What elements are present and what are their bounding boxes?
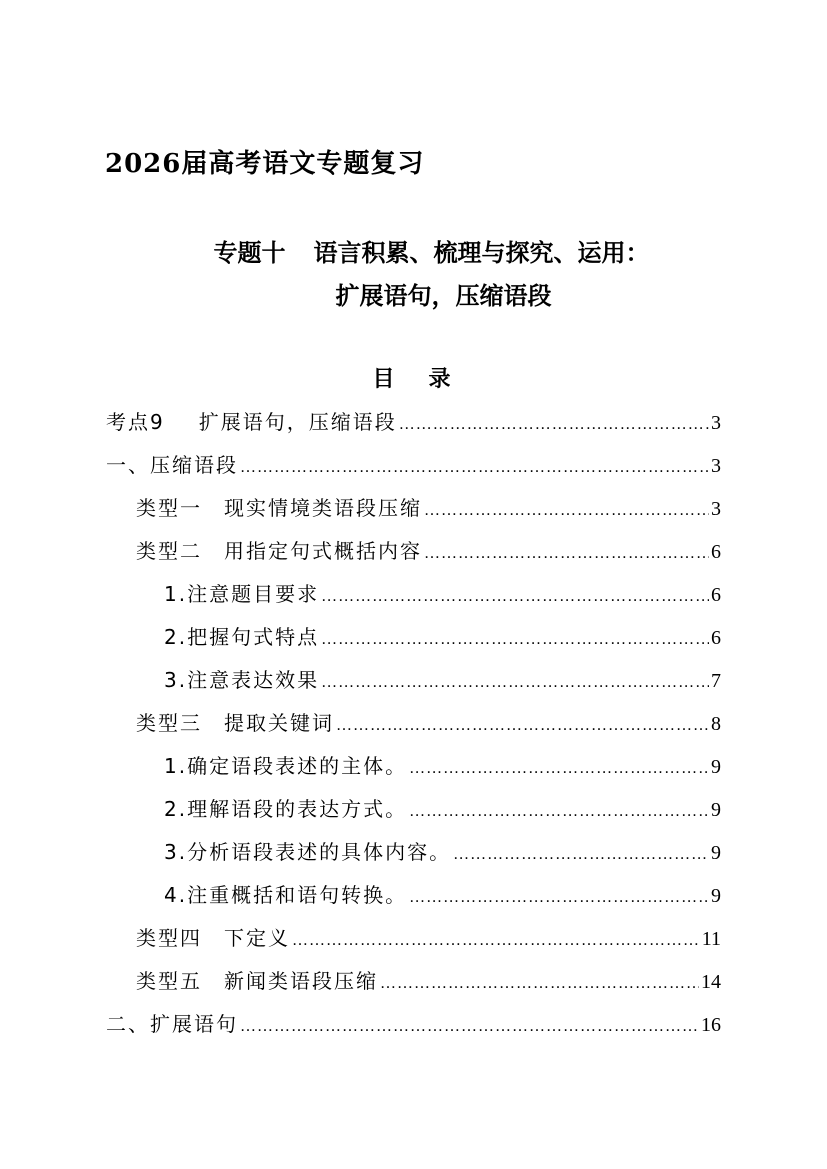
- toc-entry-label: [136, 961, 378, 1001]
- toc-page-number: 9: [711, 756, 721, 778]
- toc-dot-leader: [424, 534, 709, 574]
- toc-entry-prefix: 考点9: [106, 410, 165, 434]
- toc-page-number: 3: [711, 412, 721, 434]
- toc-entry-text: 1.确定语段表述的主体。: [164, 754, 408, 778]
- toc-entry[interactable]: [106, 789, 721, 832]
- series-title: 2026届高考语文专题复习: [105, 149, 425, 179]
- toc-entry-label: [164, 617, 319, 657]
- topic-number: 专题十: [213, 238, 286, 267]
- toc-entry[interactable]: [106, 402, 721, 445]
- toc-entry[interactable]: [106, 445, 721, 488]
- toc-dot-leader: [321, 577, 709, 617]
- toc-page-number: 6: [711, 541, 721, 563]
- toc-entry[interactable]: [106, 832, 721, 875]
- toc-dot-leader: [321, 663, 709, 703]
- toc-dot-leader: [453, 835, 709, 875]
- toc-dot-leader: [240, 448, 709, 488]
- toc-entry-text: 3.注意表达效果: [164, 668, 320, 692]
- toc-entry-label: [164, 746, 407, 786]
- toc-page-number: 9: [711, 799, 721, 821]
- toc-entry-text: 用指定句式概括内容: [224, 539, 422, 563]
- toc-entry-label: [136, 703, 334, 743]
- toc-entry-label: [136, 531, 422, 571]
- toc-page-number: 8: [711, 713, 721, 735]
- toc-entry-label: [136, 918, 290, 958]
- topic-title-line: [18, 233, 827, 268]
- toc-dot-leader: [409, 749, 709, 789]
- toc-page-number: 11: [701, 928, 721, 950]
- toc-dot-leader: [409, 792, 709, 832]
- topic-subtitle: 扩展语句，压缩语段: [335, 281, 552, 310]
- toc-page-number: 7: [711, 670, 721, 692]
- toc-entry-prefix: 类型一: [136, 496, 202, 520]
- toc-entry-label: [136, 488, 422, 528]
- toc-entry-label: [164, 789, 407, 829]
- toc-entry-text: 4.注重概括和语句转换。: [164, 883, 408, 907]
- toc-entry[interactable]: [106, 617, 721, 660]
- toc-entry-prefix: 类型五: [136, 969, 202, 993]
- toc-entry[interactable]: [106, 531, 721, 574]
- toc-page-number: 6: [711, 627, 721, 649]
- toc-dot-leader: [399, 405, 709, 445]
- toc-entry[interactable]: [106, 875, 721, 918]
- toc-page-number: 9: [711, 885, 721, 907]
- toc-entry[interactable]: [106, 488, 721, 531]
- toc-entry[interactable]: [106, 574, 721, 617]
- toc-entry-text: 现实情境类语段压缩: [224, 496, 422, 520]
- table-of-contents: [106, 402, 721, 1047]
- toc-entry-text: 二、扩展语句: [106, 1012, 238, 1036]
- toc-entry-text: 2.理解语段的表达方式。: [164, 797, 408, 821]
- toc-entry-label: [106, 402, 397, 442]
- toc-entry-text: 扩展语句，压缩语段: [198, 410, 397, 434]
- toc-entry[interactable]: [106, 1004, 721, 1047]
- toc-entry-label: [164, 660, 319, 700]
- toc-entry-text: 1.注意题目要求: [164, 582, 320, 606]
- toc-page-number: 16: [701, 1014, 721, 1036]
- toc-entry-text: 2.把握句式特点: [164, 625, 320, 649]
- toc-page-number: 9: [711, 842, 721, 864]
- toc-entry[interactable]: [106, 746, 721, 789]
- toc-entry-text: 新闻类语段压缩: [224, 969, 378, 993]
- toc-entry[interactable]: [106, 703, 721, 746]
- toc-dot-leader: [380, 964, 699, 1004]
- toc-dot-leader: [424, 491, 709, 531]
- toc-entry-text: 一、压缩语段: [106, 453, 238, 477]
- toc-entry[interactable]: [106, 961, 721, 1004]
- toc-page-number: 3: [711, 455, 721, 477]
- toc-heading: 目录: [372, 366, 485, 392]
- toc-dot-leader: [336, 706, 709, 746]
- toc-entry-prefix: 类型二: [136, 539, 202, 563]
- toc-entry-prefix: 类型三: [136, 711, 202, 735]
- toc-dot-leader: [409, 878, 709, 918]
- toc-page-number: 14: [701, 971, 721, 993]
- toc-dot-leader: [321, 620, 709, 660]
- toc-entry-label: [164, 574, 319, 614]
- toc-entry-label: [164, 832, 451, 872]
- topic-title: 语言积累、梳理与探究、运用：: [313, 238, 650, 267]
- toc-entry[interactable]: [106, 918, 721, 961]
- toc-entry-label: [106, 1004, 238, 1044]
- toc-entry-label: [106, 445, 238, 485]
- toc-page-number: 6: [711, 584, 721, 606]
- toc-entry-prefix: 类型四: [136, 926, 202, 950]
- toc-entry-text: 提取关键词: [224, 711, 334, 735]
- toc-entry-text: 下定义: [224, 926, 290, 950]
- toc-dot-leader: [240, 1007, 699, 1047]
- toc-entry-label: [164, 875, 407, 915]
- toc-entry[interactable]: [106, 660, 721, 703]
- toc-entry-text: 3.分析语段表述的具体内容。: [164, 840, 452, 864]
- toc-page-number: 3: [711, 498, 721, 520]
- toc-dot-leader: [292, 921, 700, 961]
